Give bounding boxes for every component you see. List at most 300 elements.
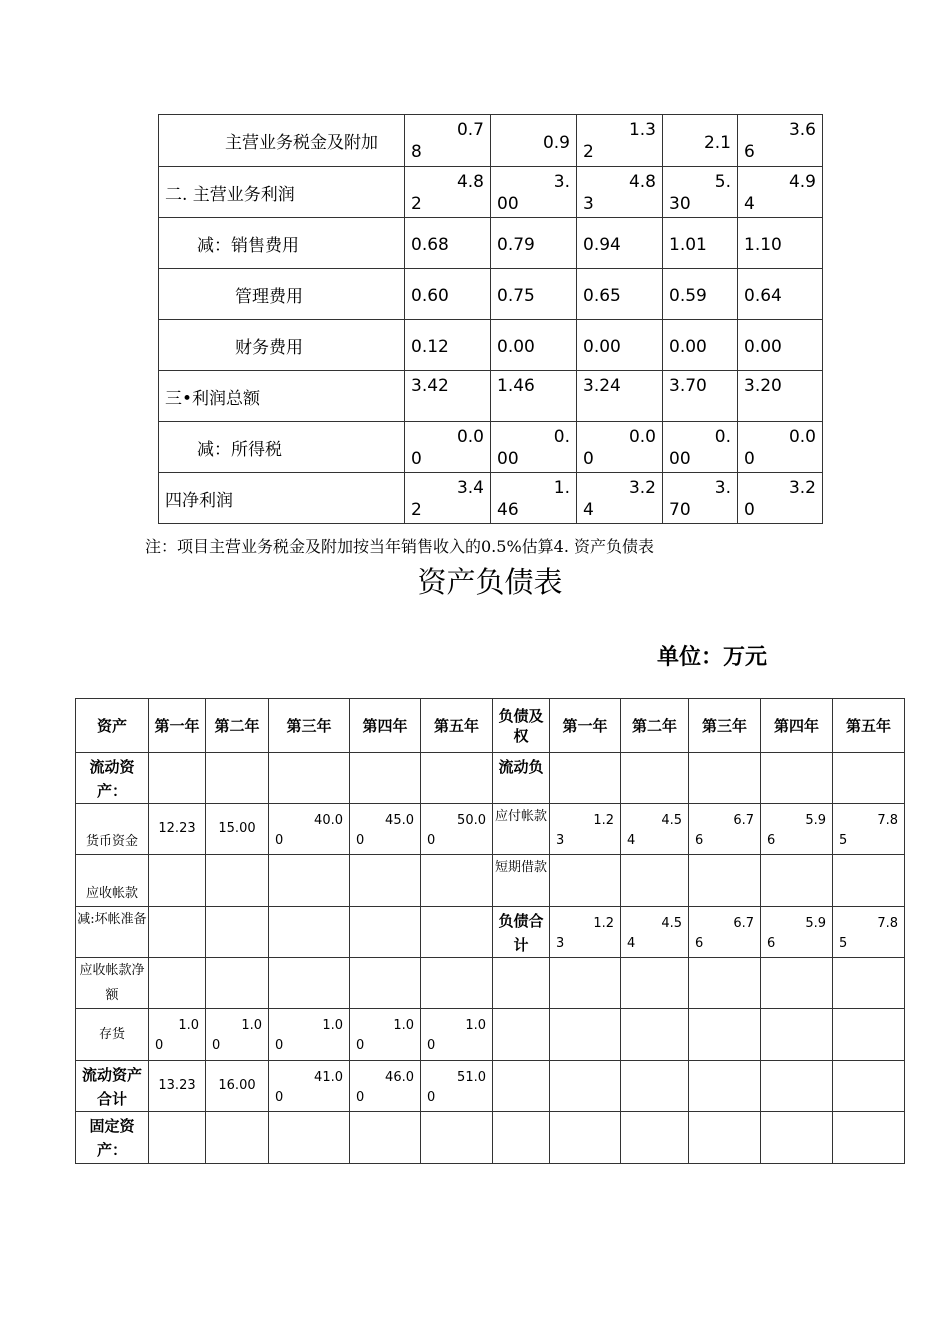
asset-value-cell [149, 753, 206, 804]
cell-value-line: 0 [411, 449, 422, 469]
cell-value-line: 1.0 [178, 1018, 199, 1033]
cell-value-line: 3.2 [788, 478, 816, 498]
cell-value [744, 119, 816, 163]
cell-value-line: 1.2 [593, 813, 614, 828]
cell-value-line: 0 [275, 1038, 284, 1053]
cell-value [839, 914, 898, 954]
cell-value-line: 4.8 [456, 172, 484, 192]
value-cell [405, 115, 491, 167]
asset-label: 固定资产： [76, 1112, 149, 1164]
table-row [76, 1061, 905, 1112]
liability-value-cell [833, 804, 905, 855]
balance-sheet-table [75, 698, 905, 1164]
liability-value-cell [689, 1112, 761, 1164]
value-cell [491, 473, 577, 524]
cell-value [669, 171, 731, 215]
cell-value: 0.59 [669, 286, 707, 306]
cell-value-line: 5. [714, 172, 731, 192]
cell-value-line: 3. [714, 478, 731, 498]
value-cell [738, 218, 823, 269]
value-cell [577, 115, 663, 167]
asset-value-cell [269, 958, 350, 1009]
liability-value-cell [833, 907, 905, 958]
cell-value: 3.24 [583, 376, 621, 396]
unit-label: 单位：万元 [657, 644, 768, 670]
cell-value-line: 50.0 [457, 813, 486, 828]
cell-value-line: 6.7 [733, 813, 754, 828]
cell-value-line: 0 [583, 449, 594, 469]
cell-value: 0.75 [497, 286, 535, 306]
cell-value-line: 1.0 [322, 1018, 343, 1033]
column-header: 第五年 [421, 699, 493, 753]
cell-value-line: 3 [583, 194, 594, 214]
table-row [76, 753, 905, 804]
liability-value-cell [689, 1061, 761, 1112]
liability-value-cell [833, 855, 905, 907]
value-cell [405, 371, 491, 422]
column-header: 负债及权 [493, 699, 550, 753]
liability-value-cell [550, 1009, 621, 1061]
cell-value: 0.00 [669, 337, 707, 357]
value-cell [663, 167, 738, 218]
table-row [159, 218, 823, 269]
table-row [76, 804, 905, 855]
cell-value [767, 811, 826, 851]
cell-value: 0.68 [411, 235, 449, 255]
cell-value: 3.42 [411, 376, 449, 396]
asset-value-cell: 13.23 [149, 1061, 206, 1112]
value-cell [663, 115, 738, 167]
value-cell [491, 167, 577, 218]
cell-value-line: 5.9 [805, 813, 826, 828]
liability-label: 负债合计 [493, 907, 550, 958]
table-row [159, 473, 823, 524]
column-header: 第一年 [149, 699, 206, 753]
value-cell [405, 269, 491, 320]
cell-value-line: 3.2 [628, 478, 656, 498]
cell-value [627, 811, 682, 851]
table-row [76, 1009, 905, 1061]
cell-value-line: 40.0 [314, 813, 343, 828]
cell-value-line: 1.2 [593, 916, 614, 931]
asset-value-cell [350, 1061, 421, 1112]
cell-value-line: 0 [427, 833, 436, 848]
cell-value-line: 2 [411, 194, 422, 214]
value-cell [738, 371, 823, 422]
liability-value-cell [550, 753, 621, 804]
cell-value [744, 426, 816, 470]
cell-value-line: 5.9 [805, 916, 826, 931]
cell-value: 0.00 [583, 337, 621, 357]
liability-label: 流动负 [493, 753, 550, 804]
cell-value: 3.20 [744, 376, 782, 396]
liability-label [493, 1112, 550, 1164]
cell-value: 0.9 [542, 132, 570, 153]
cell-value-line: 0 [155, 1038, 164, 1053]
liability-value-cell [550, 855, 621, 907]
cell-value-line: 4.9 [788, 172, 816, 192]
cell-value [411, 426, 484, 470]
cell-value: 1.10 [744, 235, 782, 255]
liability-value-cell [761, 855, 833, 907]
cell-value [744, 477, 816, 521]
cell-value-line: 5 [839, 833, 848, 848]
cell-value: 2.1 [703, 132, 731, 153]
asset-value-cell [269, 804, 350, 855]
asset-value-cell [350, 855, 421, 907]
cell-value [583, 119, 656, 163]
value-cell [577, 320, 663, 371]
cell-value [839, 811, 898, 851]
liability-value-cell [689, 958, 761, 1009]
liability-value-cell [550, 1061, 621, 1112]
cell-value-line: 0.0 [788, 427, 816, 447]
asset-value-cell: 15.00 [206, 804, 269, 855]
cell-value-line: 0 [275, 1090, 284, 1105]
column-header: 第四年 [761, 699, 833, 753]
cell-value: 0.79 [497, 235, 535, 255]
asset-value-cell [350, 1112, 421, 1164]
row-label: 二. 主营业务利润 [159, 167, 405, 218]
liability-label: 应付帐款 [493, 804, 550, 855]
column-header: 第三年 [689, 699, 761, 753]
cell-value [767, 914, 826, 954]
table-row [159, 371, 823, 422]
asset-value-cell [149, 958, 206, 1009]
table-row [76, 855, 905, 907]
cell-value [427, 1068, 486, 1108]
table-row [159, 167, 823, 218]
asset-value-cell [421, 958, 493, 1009]
liability-value-cell [833, 1112, 905, 1164]
asset-value-cell [149, 1009, 206, 1061]
cell-value-line: 6.7 [733, 916, 754, 931]
liability-value-cell [689, 855, 761, 907]
cell-value-line: 4 [744, 194, 755, 214]
asset-value-cell [149, 907, 206, 958]
value-cell [663, 218, 738, 269]
cell-value-line: 6 [695, 936, 704, 951]
liability-label [493, 958, 550, 1009]
liability-value-cell [689, 907, 761, 958]
cell-value [155, 1016, 199, 1056]
cell-value-line: 8 [411, 142, 422, 162]
value-cell [577, 371, 663, 422]
value-cell [577, 269, 663, 320]
value-cell [577, 473, 663, 524]
table-row [159, 115, 823, 167]
cell-value: 0.12 [411, 337, 449, 357]
value-cell [738, 422, 823, 473]
asset-value-cell [421, 804, 493, 855]
cell-value-line: 3.4 [456, 478, 484, 498]
cell-value-line: 46.0 [385, 1070, 414, 1085]
liability-value-cell [689, 804, 761, 855]
liability-value-cell [621, 958, 689, 1009]
cell-value [427, 811, 486, 851]
liability-value-cell [621, 1009, 689, 1061]
value-cell [738, 320, 823, 371]
liability-value-cell [550, 804, 621, 855]
liability-value-cell [833, 1009, 905, 1061]
liability-value-cell [761, 1112, 833, 1164]
value-cell [405, 473, 491, 524]
cell-value [556, 811, 614, 851]
value-cell [405, 218, 491, 269]
liability-value-cell [621, 753, 689, 804]
cell-value [497, 426, 570, 470]
row-label: 三•利润总额 [159, 371, 405, 422]
cell-value-line: 45.0 [385, 813, 414, 828]
cell-value-line: 4.5 [661, 916, 682, 931]
asset-label: 货币资金 [76, 804, 149, 855]
column-header: 第二年 [621, 699, 689, 753]
cell-value: 0.00 [744, 337, 782, 357]
asset-value-cell [269, 907, 350, 958]
asset-label: 应收帐款 [76, 855, 149, 907]
value-cell [577, 422, 663, 473]
value-cell [663, 473, 738, 524]
column-header: 第三年 [269, 699, 350, 753]
liability-value-cell [833, 753, 905, 804]
liability-value-cell [761, 958, 833, 1009]
row-label: 管理费用 [159, 269, 405, 320]
cell-value [556, 914, 614, 954]
asset-value-cell [421, 907, 493, 958]
value-cell [405, 320, 491, 371]
value-cell [491, 115, 577, 167]
cell-value [627, 914, 682, 954]
cell-value: 0.94 [583, 235, 621, 255]
cell-value-line: 4.8 [628, 172, 656, 192]
asset-label: 流动资产合计 [76, 1061, 149, 1112]
cell-value [411, 171, 484, 215]
cell-value: 0.65 [583, 286, 621, 306]
cell-value-line: 4 [627, 936, 636, 951]
asset-value-cell [206, 855, 269, 907]
column-header: 第五年 [833, 699, 905, 753]
cell-value: 0.00 [497, 337, 535, 357]
asset-value-cell [269, 1061, 350, 1112]
cell-value-line: 3 [556, 833, 565, 848]
cell-value [669, 477, 731, 521]
cell-value-line: 0 [427, 1090, 436, 1105]
value-cell [491, 422, 577, 473]
asset-value-cell: 16.00 [206, 1061, 269, 1112]
cell-value [695, 914, 754, 954]
asset-value-cell [421, 1061, 493, 1112]
table-row [159, 269, 823, 320]
asset-label: 流动资产： [76, 753, 149, 804]
table-row [76, 958, 905, 1009]
liability-label [493, 1009, 550, 1061]
value-cell [491, 320, 577, 371]
value-cell [491, 269, 577, 320]
cell-value [427, 1016, 486, 1056]
asset-value-cell [269, 753, 350, 804]
liability-value-cell [761, 753, 833, 804]
liability-value-cell [621, 1112, 689, 1164]
cell-value-line: 0 [356, 833, 365, 848]
cell-value-line: 0. [553, 427, 570, 447]
asset-value-cell [149, 1112, 206, 1164]
cell-value-line: 0 [212, 1038, 221, 1053]
liability-value-cell [689, 753, 761, 804]
cell-value-line: 4 [627, 833, 636, 848]
cell-value [356, 1016, 414, 1056]
liability-value-cell [761, 1061, 833, 1112]
cell-value-line: 1.0 [393, 1018, 414, 1033]
value-cell [405, 422, 491, 473]
asset-value-cell [350, 958, 421, 1009]
table-row [159, 422, 823, 473]
asset-value-cell [350, 907, 421, 958]
cell-value [669, 426, 731, 470]
asset-value-cell [421, 855, 493, 907]
cell-value-line: 4 [583, 500, 594, 520]
value-cell [491, 218, 577, 269]
liability-value-cell [550, 907, 621, 958]
liability-value-cell [689, 1009, 761, 1061]
cell-value-line: 3.6 [788, 120, 816, 140]
cell-value [411, 477, 484, 521]
cell-value [497, 171, 570, 215]
cell-value-line: 6 [767, 833, 776, 848]
cell-value-line: 0 [427, 1038, 436, 1053]
cell-value: 1.01 [669, 235, 707, 255]
cell-value [744, 171, 816, 215]
cell-value-line: 6 [744, 142, 755, 162]
cell-value-line: 1.0 [241, 1018, 262, 1033]
cell-value-line: 00 [669, 449, 691, 469]
cell-value-line: 00 [497, 449, 519, 469]
cell-value-line: 0 [744, 449, 755, 469]
asset-value-cell [206, 958, 269, 1009]
column-header: 第四年 [350, 699, 421, 753]
cell-value: 3.70 [669, 376, 707, 396]
cell-value-line: 0. [714, 427, 731, 447]
value-cell [663, 422, 738, 473]
cell-value-line: 0.7 [456, 120, 484, 140]
cell-value [275, 1068, 343, 1108]
cell-value-line: 7.8 [877, 916, 898, 931]
balance-sheet-title: 资产负债表 [417, 565, 563, 599]
cell-value [212, 1016, 262, 1056]
liability-value-cell [550, 958, 621, 1009]
liability-label: 短期借款 [493, 855, 550, 907]
asset-value-cell [149, 855, 206, 907]
cell-value-line: 2 [583, 142, 594, 162]
asset-value-cell [269, 855, 350, 907]
cell-value-line: 70 [669, 500, 691, 520]
cell-value-line: 7.8 [877, 813, 898, 828]
cell-value-line: 41.0 [314, 1070, 343, 1085]
cell-value-line: 6 [767, 936, 776, 951]
row-label: 减：销售费用 [159, 218, 405, 269]
cell-value-line: 0.0 [628, 427, 656, 447]
cell-value-line: 6 [695, 833, 704, 848]
liability-value-cell [833, 958, 905, 1009]
cell-value [583, 426, 656, 470]
liability-value-cell [621, 855, 689, 907]
asset-value-cell [421, 753, 493, 804]
cell-value-line: 0.0 [456, 427, 484, 447]
row-label: 财务费用 [159, 320, 405, 371]
value-cell [663, 320, 738, 371]
asset-value-cell [206, 1112, 269, 1164]
asset-value-cell [206, 1009, 269, 1061]
asset-value-cell [421, 1009, 493, 1061]
value-cell [738, 115, 823, 167]
cell-value [356, 811, 414, 851]
cell-value: 0.64 [744, 286, 782, 306]
cell-value [583, 171, 656, 215]
value-cell [663, 371, 738, 422]
value-cell [577, 218, 663, 269]
table-row [159, 320, 823, 371]
cell-value-line: 1.0 [465, 1018, 486, 1033]
value-cell [738, 269, 823, 320]
liability-value-cell [550, 1112, 621, 1164]
cell-value: 1.46 [497, 376, 535, 396]
asset-value-cell [206, 753, 269, 804]
cell-value-line: 3 [556, 936, 565, 951]
cell-value [695, 811, 754, 851]
cell-value-line: 1.3 [628, 120, 656, 140]
liability-label [493, 1061, 550, 1112]
asset-value-cell [421, 1112, 493, 1164]
profit-table [158, 114, 823, 524]
column-header: 第一年 [550, 699, 621, 753]
cell-value-line: 2 [411, 500, 422, 520]
value-cell [663, 269, 738, 320]
asset-label: 应收帐款净额 [76, 958, 149, 1009]
row-label: 减：所得税 [159, 422, 405, 473]
column-header: 资产 [76, 699, 149, 753]
asset-value-cell [350, 1009, 421, 1061]
cell-value [497, 477, 570, 521]
table-note: 注：项目主营业务税金及附加按当年销售收入的0.5%估算4. 资产负债表 [145, 537, 655, 556]
value-cell [405, 167, 491, 218]
liability-value-cell [621, 907, 689, 958]
cell-value-line: 5 [839, 936, 848, 951]
cell-value-line: 46 [497, 500, 519, 520]
cell-value-line: 3. [553, 172, 570, 192]
cell-value-line: 4.5 [661, 813, 682, 828]
cell-value-line: 1. [553, 478, 570, 498]
table-row [76, 907, 905, 958]
cell-value-line: 0 [356, 1090, 365, 1105]
asset-label: 减:坏帐准备 [76, 907, 149, 958]
value-cell [577, 167, 663, 218]
asset-value-cell [269, 1112, 350, 1164]
value-cell [738, 473, 823, 524]
cell-value-line: 51.0 [457, 1070, 486, 1085]
cell-value-line: 00 [497, 194, 519, 214]
liability-value-cell [761, 907, 833, 958]
cell-value-line: 0 [356, 1038, 365, 1053]
value-cell [738, 167, 823, 218]
row-label: 主营业务税金及附加 [159, 115, 405, 167]
column-header: 第二年 [206, 699, 269, 753]
value-cell [491, 371, 577, 422]
cell-value [583, 477, 656, 521]
liability-value-cell [621, 1061, 689, 1112]
asset-value-cell: 12.23 [149, 804, 206, 855]
cell-value-line: 30 [669, 194, 691, 214]
asset-value-cell [269, 1009, 350, 1061]
table-row [76, 1112, 905, 1164]
